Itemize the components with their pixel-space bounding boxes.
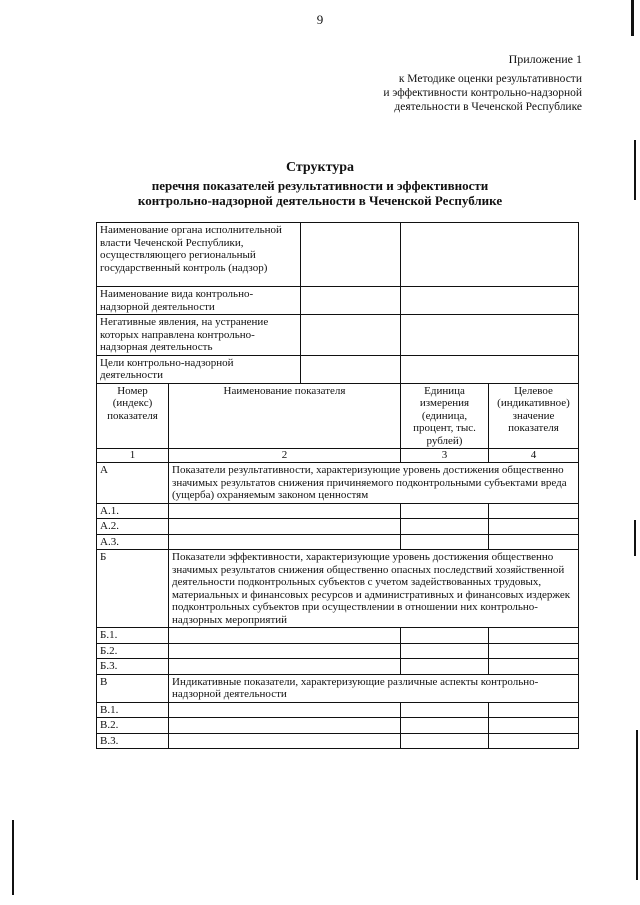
indicator-index: А.3. [97,534,169,550]
negative-phenomena-label: Негативные явления, на устранение которых направлена контрольно-надзорная деятельность [97,315,301,356]
column-number: 1 [97,449,169,463]
document-title: Структура [285,160,355,175]
table-row [97,355,579,383]
table-cell [489,733,579,749]
indicator-index: А.2. [97,519,169,535]
table-cell [489,643,579,659]
table-cell [401,718,489,734]
scan-edge-mark [634,520,636,556]
appendix-label: Приложение 1 [508,52,582,66]
goals-label: Цели контрольно-надзорной деятельности [97,355,301,383]
column-number: 3 [401,449,489,463]
section-code: В [97,674,169,702]
table-cell [169,659,401,675]
table-row [97,718,579,734]
table-cell [401,628,489,644]
table-row [97,287,579,315]
section-description: Индикативные показатели, характеризующие различные аспекты контрольно-надзорной деятельности [169,674,579,702]
header-target: Целевое (индикативное) значение показателя [489,383,579,449]
table-cell [401,503,489,519]
table-cell [401,355,579,383]
indicator-index: В.3. [97,733,169,749]
appendix-line: деятельности в Чеченской Республике [394,101,582,113]
table-row [97,733,579,749]
scan-edge-mark [12,820,14,895]
table-row [97,643,579,659]
table-cell [401,643,489,659]
section-row [97,550,579,628]
section-code: Б [97,550,169,628]
table-cell [169,519,401,535]
table-cell [169,718,401,734]
table-row [97,223,579,287]
table-cell [401,534,489,550]
table-cell [301,223,401,287]
table-row [97,702,579,718]
table-row [97,659,579,675]
table-cell [169,733,401,749]
table-cell [489,702,579,718]
scan-edge-mark [631,0,634,36]
table-cell [489,519,579,535]
header-index: Номер (индекс) показателя [97,383,169,449]
appendix-reference [383,72,582,114]
table-cell [401,519,489,535]
table-cell [401,733,489,749]
table-cell [401,287,579,315]
table-row [97,628,579,644]
table-cell [301,355,401,383]
section-description: Показатели эффективности, характеризующие уровень достижения общественно значимых результатов снижения общественно опасных последствий хозяйственной деятельности подконтрольных субъектов с учетом задействованных трудовых, материальных и финансовых ресурсов и административных и финансовых издержек подконтрольных субъектов при осуществлении в отношении них контрольно-надзорных мероприятий [169,550,579,628]
table-cell [169,643,401,659]
column-number-row [97,449,579,463]
header-name: Наименование показателя [169,383,401,449]
document-subtitle [0,178,640,208]
section-code: А [97,463,169,504]
indicator-index: В.1. [97,702,169,718]
table-cell [401,223,579,287]
page-number: 9 [316,12,324,27]
table-row [97,503,579,519]
authority-label: Наименование органа исполнительной власти Чеченской Республики, осуществляющего региональный государственный контроль (надзор) [97,223,301,287]
indicator-index: Б.1. [97,628,169,644]
header-unit: Единица измерения (единица, процент, тыс. рублей) [401,383,489,449]
table-cell [169,534,401,550]
section-description: Показатели результативности, характеризующие уровень достижения общественно значимых результатов снижения причиняемого подконтрольными субъектами вреда (ущерба) охраняемым законом ценностям [169,463,579,504]
table-cell [301,287,401,315]
appendix-line: и эффективности контрольно-надзорной [383,87,582,99]
column-number: 2 [169,449,401,463]
scan-edge-mark [634,140,636,200]
scan-edge-mark [636,730,638,880]
appendix-line: к Методике оценки результативности [398,73,582,85]
subtitle-line: перечня показателей результативности и эффективности [151,178,489,193]
table-row [97,519,579,535]
column-number: 4 [489,449,579,463]
table-row [97,534,579,550]
table-cell [169,628,401,644]
table-cell [489,718,579,734]
table-cell [401,315,579,356]
indicator-index: Б.2. [97,643,169,659]
table-cell [401,659,489,675]
indicator-index: Б.3. [97,659,169,675]
section-row [97,674,579,702]
table-cell [489,628,579,644]
table-cell [169,503,401,519]
table-cell [489,659,579,675]
subtitle-line: контрольно-надзорной деятельности в Чеченской Республике [137,193,503,208]
table-cell [401,702,489,718]
table-cell [489,534,579,550]
table-row [97,315,579,356]
table-cell [169,702,401,718]
indicator-index: В.2. [97,718,169,734]
indicator-index: А.1. [97,503,169,519]
section-row [97,463,579,504]
table-cell [301,315,401,356]
control-type-label: Наименование вида контрольно-надзорной деятельности [97,287,301,315]
indicators-table [96,222,579,749]
table-cell [489,503,579,519]
header-row [97,383,579,449]
